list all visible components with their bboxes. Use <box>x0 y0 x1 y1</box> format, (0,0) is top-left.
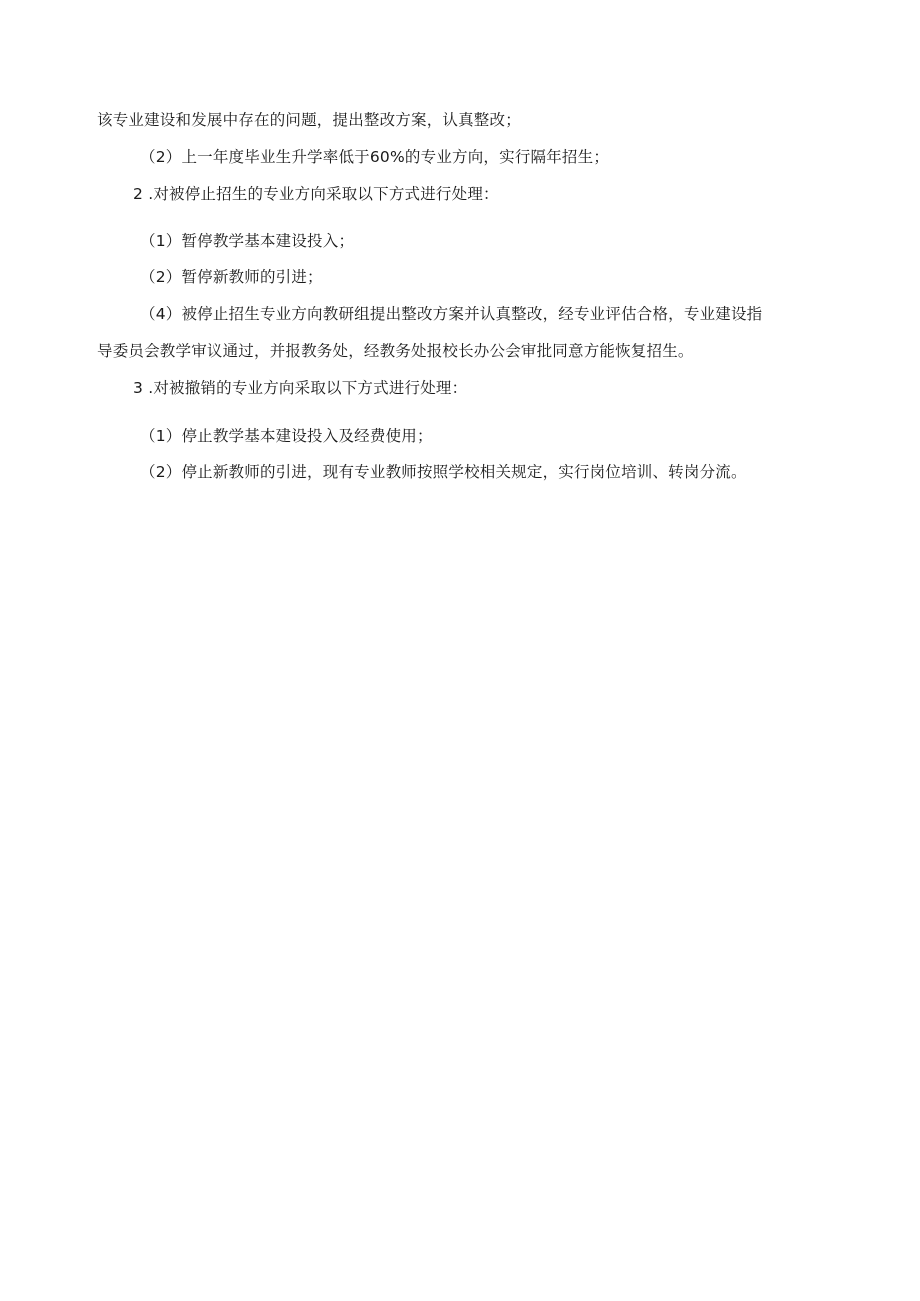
paragraph-line-7: 导委员会教学审议通过，并报教务处，经教务处报校长办公会审批同意方能恢复招生。 <box>97 342 694 360</box>
paragraph-line-4: （1）暂停教学基本建设投入； <box>140 232 355 250</box>
paragraph-line-9: （1）停止教学基本建设投入及经费使用； <box>140 427 433 445</box>
paragraph-line-6: （4）被停止招生专业方向教研组提出整改方案并认真整改，经专业评估合格，专业建设指 <box>140 305 763 323</box>
paragraph-line-10: （2）停止新教师的引进，现有专业教师按照学校相关规定，实行岗位培训、转岗分流。 <box>140 463 747 481</box>
section-3-heading: 3 .对被撤销的专业方向采取以下方式进行处理： <box>133 379 468 397</box>
paragraph-line-1: 该专业建设和发展中存在的问题，提出整改方案，认真整改； <box>97 111 521 129</box>
paragraph-line-2: （2）上一年度毕业生升学率低于60%的专业方向，实行隔年招生； <box>140 148 610 166</box>
section-2-heading: 2 .对被停止招生的专业方向采取以下方式进行处理： <box>133 185 499 203</box>
paragraph-line-5: （2）暂停新教师的引进； <box>140 268 323 286</box>
